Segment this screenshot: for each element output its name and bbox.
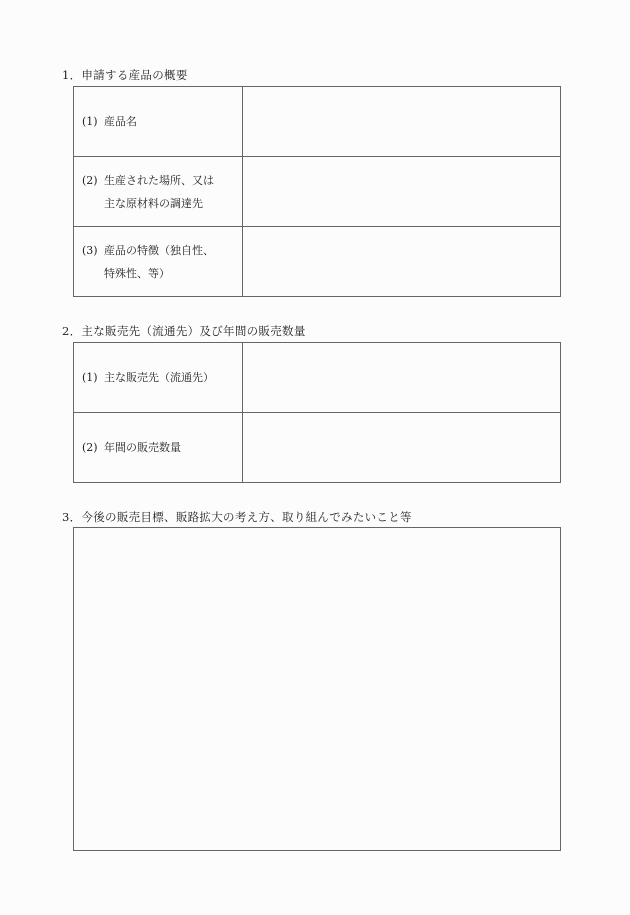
annual-sales-volume-field[interactable] — [243, 413, 561, 483]
future-sales-goals-field[interactable] — [73, 527, 561, 851]
label-text: 生産された場所、又は — [104, 173, 214, 187]
item-number: (1) — [82, 115, 98, 128]
section-3-heading: 3．今後の販売目標、販路拡大の考え方、取り組んでみたいこと等 — [62, 510, 412, 524]
item-number: (2) — [82, 441, 98, 454]
label-text: 主な販売先（流通先） — [104, 371, 214, 384]
table-row — [74, 413, 561, 483]
product-overview-table — [73, 86, 561, 297]
sales-table — [73, 342, 561, 483]
main-sales-destination-field[interactable] — [243, 343, 561, 413]
production-place-field[interactable] — [243, 157, 561, 227]
label-text: 産品の特徴（独自性、 — [104, 243, 214, 257]
label-text: 年間の販売数量 — [104, 441, 181, 454]
label-text-continued: 特殊性、等） — [104, 266, 170, 280]
product-name-field[interactable] — [243, 87, 561, 157]
table-row — [74, 343, 561, 413]
main-sales-destination-label — [74, 343, 243, 413]
product-features-label — [74, 227, 243, 297]
label-text: 産品名 — [104, 115, 137, 128]
table-row — [74, 157, 561, 227]
production-place-label — [74, 157, 243, 227]
table-row — [74, 227, 561, 297]
item-number: (2) — [82, 173, 98, 187]
table-row — [74, 87, 561, 157]
product-name-label — [74, 87, 243, 157]
product-features-field[interactable] — [243, 227, 561, 297]
item-number: (1) — [82, 371, 98, 384]
section-1-heading: 1．申請する産品の概要 — [62, 68, 188, 82]
annual-sales-volume-label — [74, 413, 243, 483]
section-2-heading: 2．主な販売先（流通先）及び年間の販売数量 — [62, 324, 306, 338]
label-text-continued: 主な原材料の調達先 — [104, 196, 203, 210]
item-number: (3) — [82, 243, 98, 257]
